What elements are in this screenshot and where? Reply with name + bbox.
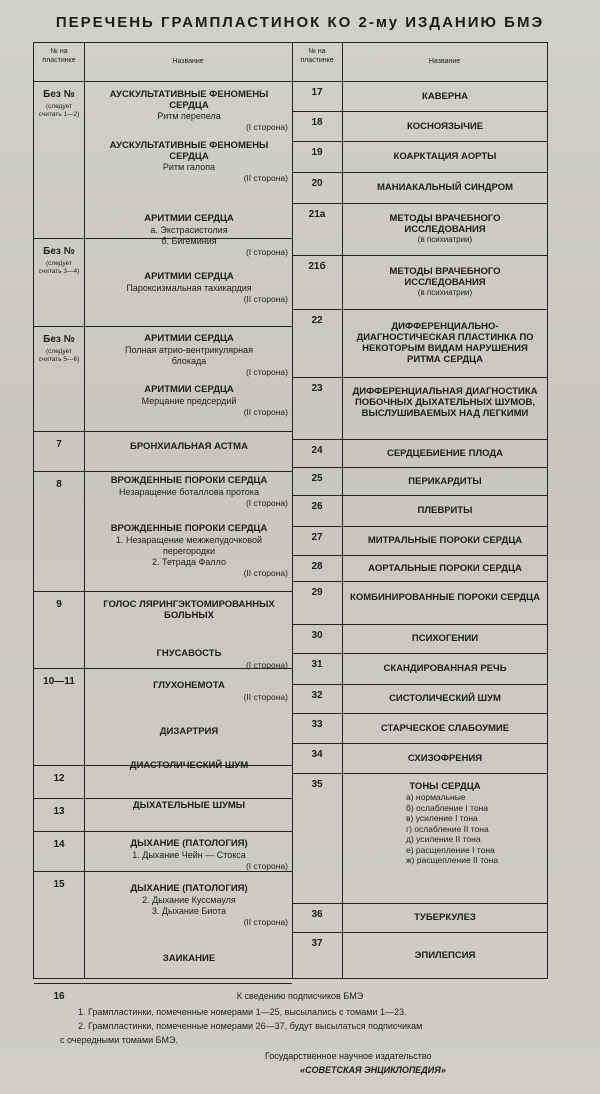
row-rule bbox=[292, 377, 547, 378]
record-title: ГОЛОС ЛЯРИНГЭКТОМИРОВАННЫХ БОЛЬНЫХ bbox=[103, 599, 275, 621]
record-note: (в психиатрии) bbox=[417, 288, 473, 297]
row-rule bbox=[292, 467, 547, 468]
record-title: СЕРДЦЕБИЕНИЕ ПЛОДА bbox=[386, 447, 504, 459]
record-title: ТУБЕРКУЛЕЗ bbox=[414, 912, 476, 923]
record-subtitle: блокада bbox=[171, 356, 207, 366]
record-number: 30 bbox=[311, 630, 323, 641]
row-rule bbox=[292, 773, 547, 774]
row-rule bbox=[34, 831, 292, 832]
record-title: АУСКУЛЬТАТИВНЫЕ ФЕНОМЕНЫ СЕРДЦА bbox=[109, 140, 269, 162]
row-rule bbox=[292, 624, 547, 625]
row-rule bbox=[292, 653, 547, 654]
record-side: (I сторона) bbox=[245, 122, 288, 132]
tone-item: е) расщепление I тона bbox=[406, 844, 495, 855]
record-number: 16 bbox=[53, 991, 65, 1002]
col-divider bbox=[84, 43, 85, 978]
tone-item: ж) расщепление II тона bbox=[406, 855, 499, 865]
record-title: ДЫХАНИЕ (ПАТОЛОГИЯ) bbox=[130, 838, 248, 849]
row-rule bbox=[34, 983, 292, 984]
record-title: БРОНХИАЛЬНАЯ АСТМА bbox=[130, 441, 248, 452]
record-side: (II сторона) bbox=[243, 173, 288, 183]
record-title: ВРОЖДЕННЫЕ ПОРОКИ СЕРДЦА bbox=[110, 475, 268, 486]
tone-item: д) усиление II тона bbox=[406, 834, 481, 844]
record-title: ДЫХАТЕЛЬНЫЕ ШУМЫ bbox=[132, 800, 246, 811]
record-number: 32 bbox=[311, 690, 323, 701]
record-number-note: (следует считать 3—4) bbox=[38, 260, 80, 275]
record-number: 19 bbox=[311, 147, 323, 158]
record-side: (II сторона) bbox=[243, 294, 288, 304]
tone-item: а) нормальные bbox=[406, 792, 466, 802]
header-name-right: Название bbox=[428, 58, 461, 65]
row-rule bbox=[34, 591, 292, 592]
record-side: (I сторона) bbox=[245, 861, 288, 871]
record-note: (в психиатрии) bbox=[417, 235, 473, 244]
row-rule bbox=[292, 743, 547, 744]
record-title: МЕТОДЫ ВРАЧЕБНОГО ИССЛЕДОВАНИЯ bbox=[389, 266, 501, 288]
publisher-line: Государственное научное издательство bbox=[265, 1051, 432, 1061]
record-number: 31 bbox=[311, 659, 323, 670]
footer-line-1: 1. Грампластинки, помеченные номерами 1—25, высылались с томами 1—23. bbox=[78, 1007, 407, 1017]
record-number: 36 bbox=[311, 909, 323, 920]
record-title: ДИЗАРТРИЯ bbox=[159, 726, 219, 737]
record-number: 26 bbox=[311, 501, 323, 512]
record-title: МЕТОДЫ ВРАЧЕБНОГО ИССЛЕДОВАНИЯ bbox=[389, 213, 501, 235]
record-number: 24 bbox=[311, 445, 323, 456]
record-title: ДИФФЕРЕНЦИАЛЬНО-ДИАГНОСТИЧЕСКАЯ ПЛАСТИНКА ПО НЕКОТОРЫМ ВИДАМ НАРУШЕНИЯ РИТМА СЕРДЦА bbox=[356, 321, 534, 365]
row-rule bbox=[292, 903, 547, 904]
record-number: 20 bbox=[311, 178, 323, 189]
record-number: 33 bbox=[311, 719, 323, 730]
row-rule bbox=[292, 203, 547, 204]
row-rule bbox=[34, 326, 292, 327]
row-rule bbox=[34, 471, 292, 472]
record-subtitle: а. Экстрасистолия bbox=[150, 225, 228, 235]
footer-line-3: с очередными томами БМЭ. bbox=[60, 1035, 179, 1045]
record-subtitle: Незаращение боталлова протока bbox=[119, 487, 259, 497]
record-number: 8 bbox=[56, 479, 62, 490]
record-number: 7 bbox=[56, 439, 62, 450]
record-number: 21б bbox=[308, 261, 326, 272]
record-subtitle: б. Бигеминия bbox=[161, 236, 217, 246]
record-subtitle: Ритм перепела bbox=[157, 111, 221, 121]
footer-heading: К сведению подписчиков БМЭ bbox=[236, 991, 364, 1001]
record-title: СХИЗОФРЕНИЯ bbox=[407, 752, 483, 764]
record-title: ДИАСТОЛИЧЕСКИЙ ШУМ bbox=[129, 760, 249, 771]
record-subtitle: перегородки bbox=[162, 546, 215, 556]
record-title: ДЫХАНИЕ (ПАТОЛОГИЯ) bbox=[130, 883, 248, 894]
record-number: Без № bbox=[43, 89, 75, 100]
row-rule bbox=[292, 439, 547, 440]
record-number: 37 bbox=[311, 938, 323, 949]
record-title: КАВЕРНА bbox=[422, 90, 468, 102]
tone-item: б) ослабление I тона bbox=[406, 802, 489, 813]
record-number: 18 bbox=[311, 117, 323, 128]
record-number: 15 bbox=[53, 879, 65, 890]
record-title: СКАНДИРОВАННАЯ РЕЧЬ bbox=[383, 663, 507, 674]
record-number: 17 bbox=[311, 87, 323, 98]
row-rule bbox=[34, 871, 292, 872]
record-title: СТАРЧЕСКОЕ СЛАБОУМИЕ bbox=[380, 722, 510, 734]
row-rule bbox=[292, 309, 547, 310]
tone-item: г) ослабление II тона bbox=[406, 823, 489, 834]
record-title: АОРТАЛЬНЫЕ ПОРОКИ СЕРДЦА bbox=[368, 562, 522, 574]
record-number: 25 bbox=[311, 473, 323, 484]
row-rule bbox=[292, 255, 547, 256]
record-subtitle: 1. Незаращение межжелудочковой bbox=[115, 535, 263, 545]
record-number: 12 bbox=[53, 773, 65, 784]
row-rule bbox=[292, 172, 547, 173]
row-rule bbox=[292, 141, 547, 142]
header-name-left: Название bbox=[172, 58, 204, 65]
row-rule bbox=[292, 581, 547, 582]
record-side: (I сторона) bbox=[245, 247, 288, 257]
record-number: 21а bbox=[308, 209, 326, 220]
record-subtitle: Пароксизмальная тахикардия bbox=[126, 283, 252, 293]
record-number: 34 bbox=[311, 749, 323, 760]
row-rule bbox=[34, 431, 292, 432]
record-number: 10—11 bbox=[43, 676, 75, 687]
header-rule bbox=[34, 81, 547, 82]
record-subtitle: 3. Дыхание Биота bbox=[151, 906, 227, 916]
record-number: 9 bbox=[56, 599, 62, 610]
record-number-note: (следует считать 5—6) bbox=[38, 348, 80, 363]
record-title: АРИТМИИ СЕРДЦА bbox=[144, 271, 234, 282]
record-title: АУСКУЛЬТАТИВНЫЕ ФЕНОМЕНЫ СЕРДЦА bbox=[109, 89, 269, 111]
record-side: (I сторона) bbox=[245, 660, 288, 670]
record-title: ДИФФЕРЕНЦИАЛЬНАЯ ДИАГНОСТИКА ПОБОЧНЫХ ДЫХАТЕЛЬНЫХ ШУМОВ, ВЫСЛУШИВАЕМЫХ НАД ЛЕГКИМИ bbox=[352, 386, 538, 419]
row-rule bbox=[292, 495, 547, 496]
record-title: ГЛУХОНЕМОТА bbox=[153, 680, 225, 691]
record-side: (II сторона) bbox=[243, 917, 288, 927]
record-subtitle: 2. Дыхание Куссмауля bbox=[142, 895, 236, 905]
record-title: ЗАИКАНИЕ bbox=[162, 953, 216, 964]
row-rule bbox=[292, 555, 547, 556]
document-title: ПЕРЕЧЕНЬ ГРАМПЛАСТИНОК КО 2-му ИЗДАНИЮ БМЭ bbox=[55, 14, 545, 31]
publisher-name: «СОВЕТСКАЯ ЭНЦИКЛОПЕДИЯ» bbox=[300, 1065, 446, 1075]
record-number: 28 bbox=[311, 561, 323, 572]
header-num-left: № на пластинке bbox=[42, 48, 76, 64]
record-number: 29 bbox=[311, 587, 323, 598]
record-title: ТОНЫ СЕРДЦА bbox=[409, 781, 481, 792]
record-title: МИТРАЛЬНЫЕ ПОРОКИ СЕРДЦА bbox=[367, 535, 523, 546]
record-side: (I сторона) bbox=[245, 367, 288, 377]
row-rule bbox=[292, 684, 547, 685]
row-rule bbox=[292, 713, 547, 714]
record-title: КОМБИНИРОВАННЫЕ ПОРОКИ СЕРДЦА bbox=[350, 591, 540, 603]
record-title: КОСНОЯЗЫЧИЕ bbox=[406, 120, 484, 132]
record-number: 13 bbox=[53, 806, 65, 817]
row-rule bbox=[292, 526, 547, 527]
row-rule bbox=[292, 932, 547, 933]
footer-line-2: 2. Грампластинки, помеченные номерами 26—37, будут высылаться подписчикам bbox=[78, 1021, 423, 1031]
col-divider bbox=[342, 43, 343, 978]
record-subtitle: Ритм галопа bbox=[162, 162, 216, 172]
record-title: АРИТМИИ СЕРДЦА bbox=[144, 333, 234, 344]
record-number: 35 bbox=[311, 779, 323, 790]
record-number: Без № bbox=[43, 246, 75, 257]
header-num-right: № на пластинке bbox=[300, 48, 334, 64]
record-title: ВРОЖДЕННЫЕ ПОРОКИ СЕРДЦА bbox=[110, 523, 268, 534]
record-number: Без № bbox=[43, 334, 75, 345]
record-side: (II сторона) bbox=[243, 568, 288, 578]
record-title: АРИТМИИ СЕРДЦА bbox=[144, 384, 234, 395]
row-rule bbox=[292, 111, 547, 112]
record-side: (II сторона) bbox=[243, 407, 288, 417]
record-title: АРИТМИИ СЕРДЦА bbox=[144, 213, 234, 224]
record-number: 23 bbox=[311, 383, 323, 394]
record-number: 27 bbox=[311, 532, 323, 543]
row-rule bbox=[34, 798, 292, 799]
record-title: ЭПИЛЕПСИЯ bbox=[414, 949, 476, 961]
record-title: ПЛЕВРИТЫ bbox=[417, 505, 473, 516]
record-title: ПЕРИКАРДИТЫ bbox=[408, 475, 482, 487]
record-number: 14 bbox=[53, 839, 65, 850]
record-title: ПСИХОГЕНИИ bbox=[411, 633, 479, 644]
record-title: КОАРКТАЦИЯ АОРТЫ bbox=[393, 151, 497, 162]
record-subtitle: Полная атрио-вентрикулярная bbox=[125, 345, 253, 355]
record-side: (II сторона) bbox=[243, 692, 288, 702]
record-title: МАНИАКАЛЬНЫЙ СИНДРОМ bbox=[376, 182, 514, 193]
record-title: СИСТОЛИЧЕСКИЙ ШУМ bbox=[389, 693, 501, 704]
record-subtitle: Мерцание предсердий bbox=[141, 396, 237, 406]
tone-item: в) усиление I тона bbox=[406, 813, 478, 823]
record-number: 22 bbox=[311, 315, 323, 326]
record-subtitle: 1. Дыхание Чейн — Стокса bbox=[132, 850, 246, 860]
record-subtitle: 2. Тетрада Фалло bbox=[151, 557, 227, 567]
record-title: ГНУСАВОСТЬ bbox=[156, 648, 222, 659]
record-side: (I сторона) bbox=[245, 498, 288, 508]
record-number-note: (следует считать 1—2) bbox=[38, 103, 80, 118]
